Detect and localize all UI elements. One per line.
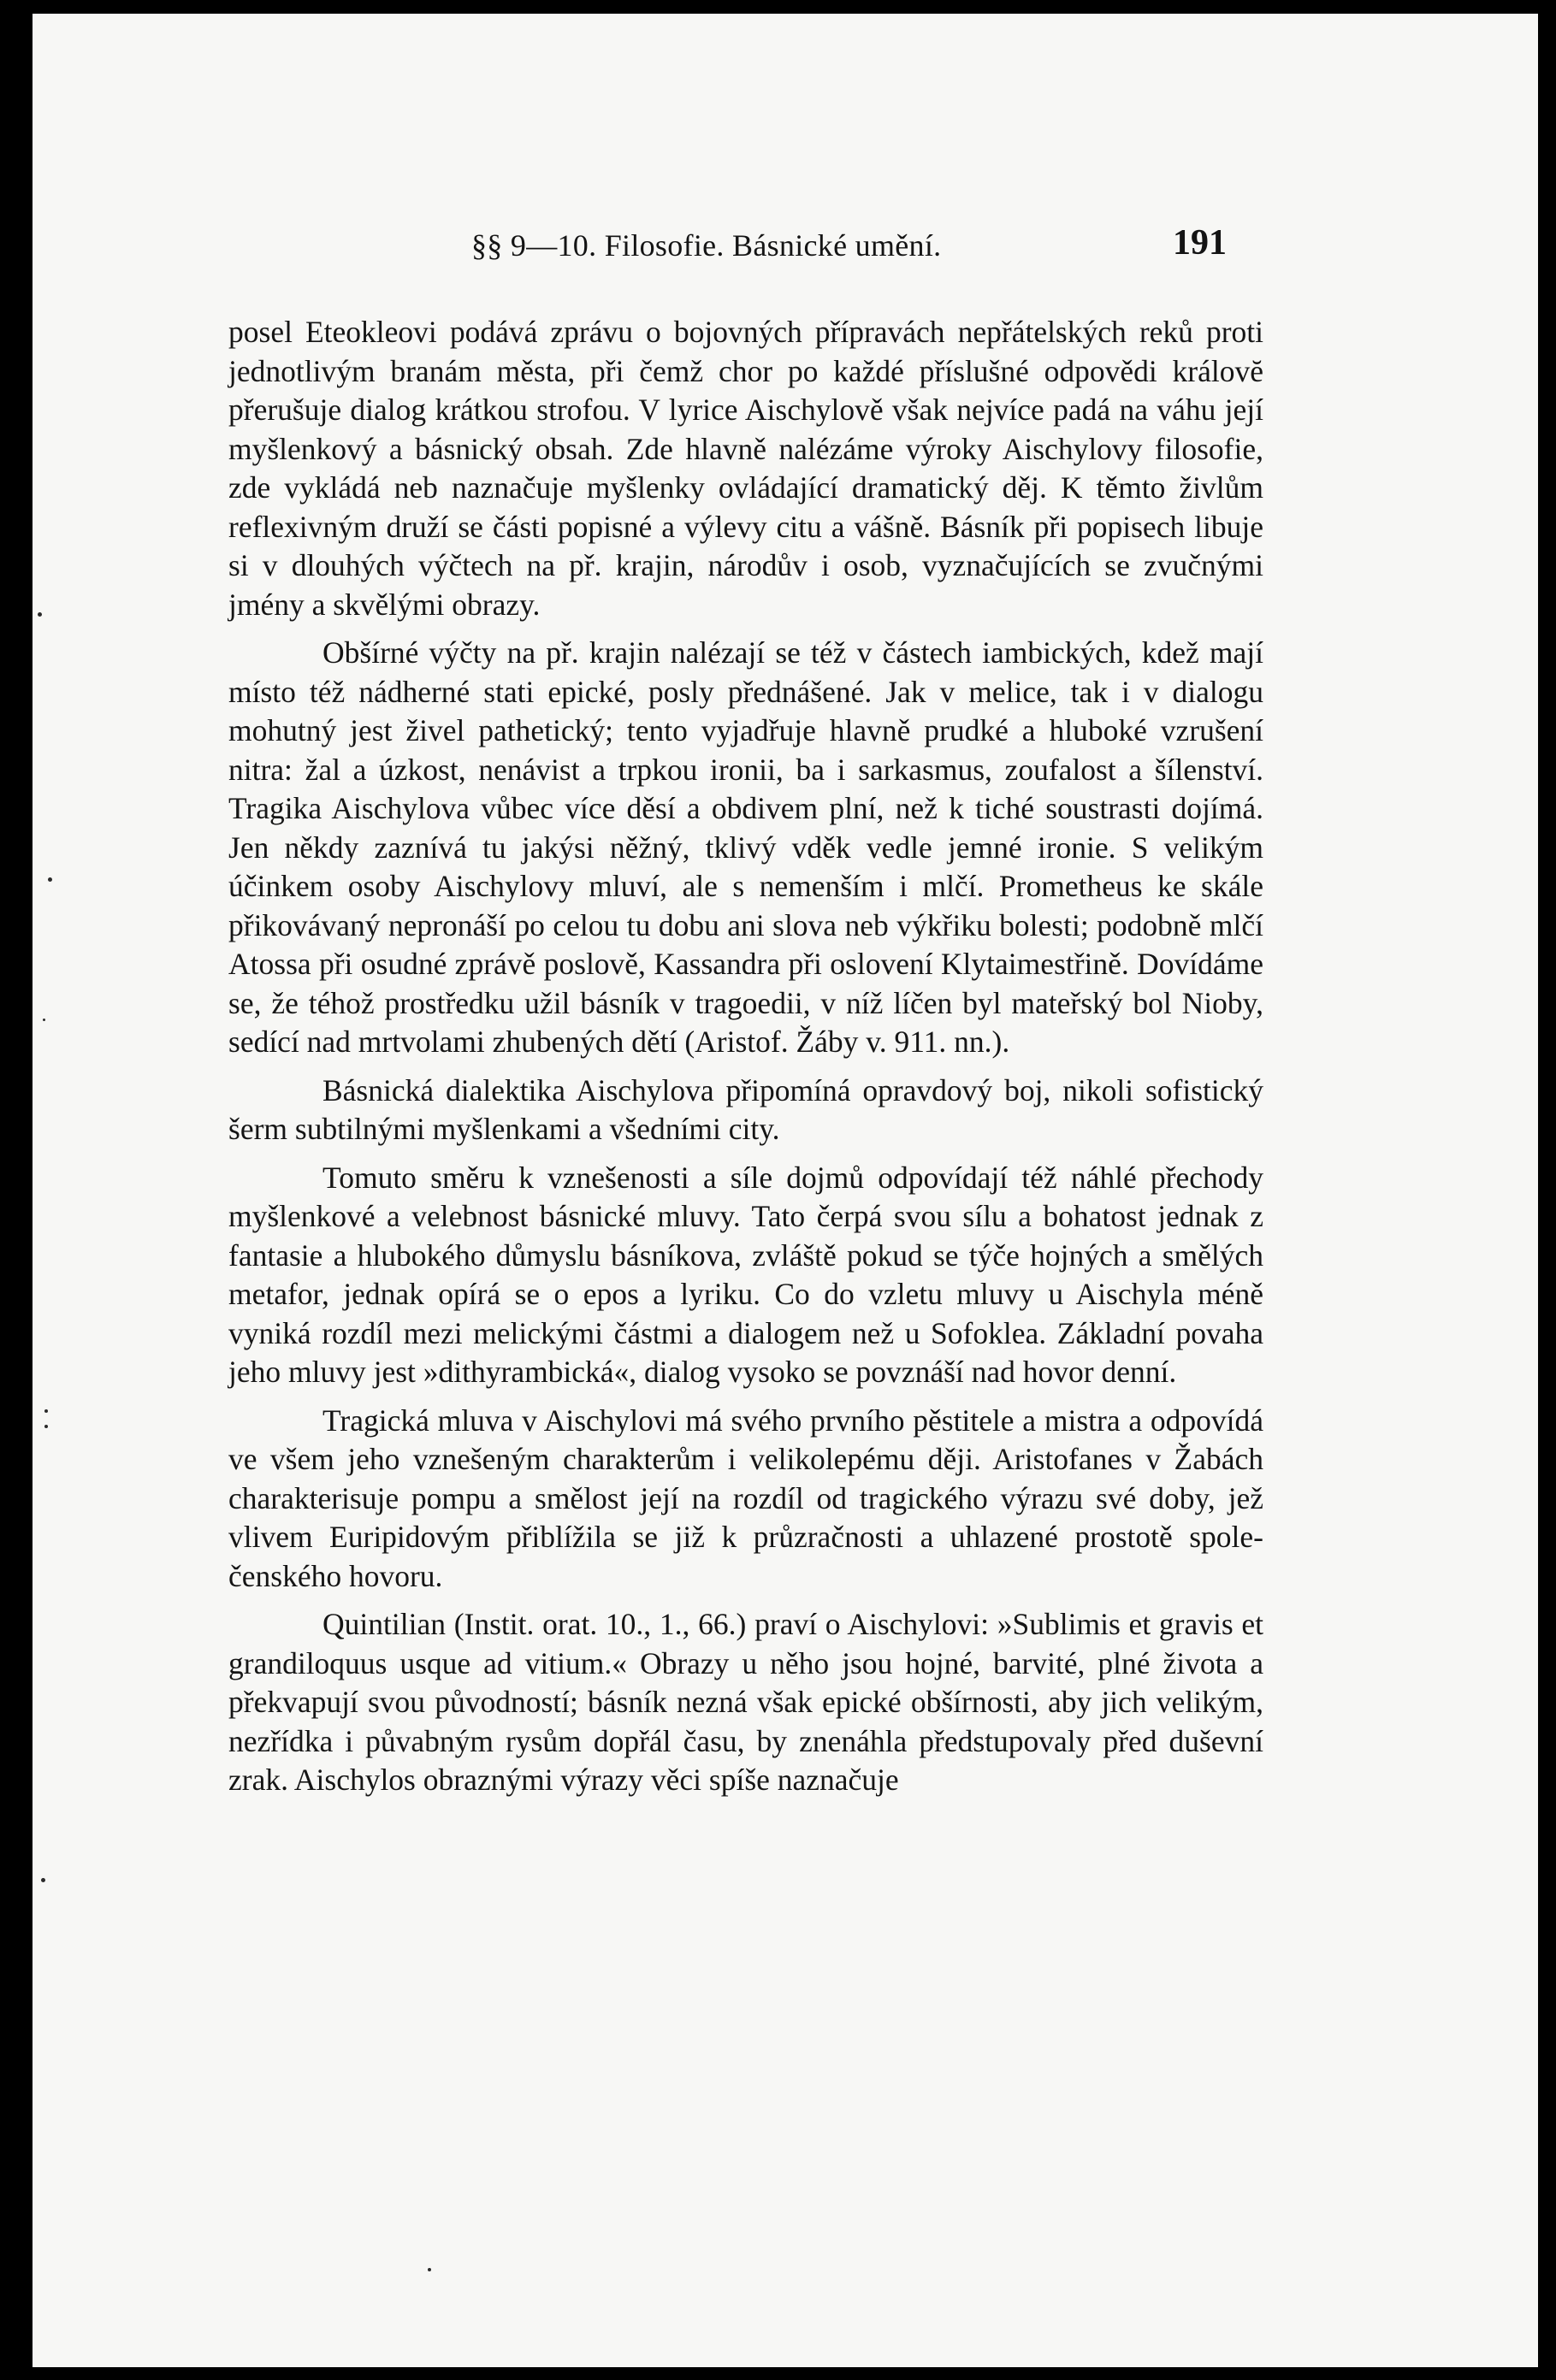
paragraph-1: posel Eteokleovi podává zprávu o bojovných přípravách nepřátelských reků proti jednotlivým branám města, při čemž chor po každé příslušné odpovědi královĕ přerušuje dialog krátkou strofou. V lyrice Aischylově však nejvíce padá na váhu její myšlenkový a básnický obsah. Zde hlavně nalézáme výroky Aischylovy filosofie, zde vykládá neb naznačuje myšlenky ovládající dramatický děj. K těmto živlům reflexivným druží se části popisné a výlevy citu a vášně. Básník při popisech libuje si v dlouhých výčtech na př. krajin, národův i osob, vyznačujících se zvučnými jmény a skvělými obrazy.	[228, 315, 1263, 622]
scan-speck	[44, 1425, 48, 1428]
paragraph-2: Obšírné výčty na př. krajin nalézají se též v částech iambických, kdež mají místo též nádherné stati epické, posly přednášené. Jak v melice, tak i v dialogu mohutný jest živel pathetický; tento vyjadřuje hlavně prudké a hluboké vzrušení nitra: žal a úzkost, nenávist a trpkou ironii, ba i sarkasmus, zoufalost a šílenství. Tragika Aischylova vůbec více děsí a obdivem plní, než k tiché soustrasti dojímá. Jen někdy zaznívá tu jakýsi něžný, tklivý vděk vedle jemné ironie. S velikým účinkem osoby Aischylovy mluví, ale s nemenším i mlčí. Prometheus ke skále přikovávaný nepronáší po celou tu dobu ani slova neb výkřiku bolesti; podobně mlčí Atossa při osudné zprávě poslově, Kassandra při oslovení Klytaimestřině. Dovídáme se, že téhož prostředku užil básník v tragoedii, v níž líčen byl mateřský bol Nioby, sedící nad mrtvolami zhubených dětí (Aristof. Žáby v. 911. nn.).	[228, 635, 1263, 1059]
running-head: §§ 9—10. Filosofie. Básnické umění.	[471, 228, 942, 263]
paragraph-4: Tomuto směru k vznešenosti a síle dojmů odpovídají též náhlé přechody myšlenkové a velebnost básnické mluvy. Tato čerpá svou sílu a bohatost jednak z fantasie a hlubokého důmyslu básníkova, zvláště pokud se týče hojných a smělých metafor, jednak opírá se o epos a lyriku. Co do vzletu mluvy u Aischyla méně vyniká rozdíl mezi melickými částmi a dialogem než u Sofoklea. Základní povaha jeho mluvy jest »dithyrambická«, dialog vysoko se povznáší nad hovor denní.	[228, 1160, 1263, 1389]
page-number: 191	[1173, 223, 1227, 263]
paragraph-6: Quintilian (Instit. orat. 10., 1., 66.) praví o Aischylovi: »Sublimis et gravis et grandiloquus usque ad vitium.« Obrazy u něho jsou hojné, barvité, plné života a překvapují svou původností; básník nezná však epické obšírnosti, aby jich velikým, nezřídka i půvabným rysům dopřál času, by znenáhla předstupovaly před duševní zrak. Aischylos obraznými výrazy věci spíše naznačuje	[228, 1607, 1263, 1797]
paragraph-3: Básnická dialektika Aischylova připomíná opravdový boj, nikoli sofistický šerm subtilnými myšlenkami a všedními city.	[228, 1072, 1263, 1146]
scan-speck	[38, 612, 42, 617]
scan-speck	[428, 2268, 431, 2271]
page-header	[33, 223, 1538, 270]
scan-speck	[41, 1878, 45, 1882]
paragraph-5: Tragická mluva v Aischylovi má svého prvního pěstitele a mistra a odpovídá ve všem jeho vznešeným charakterům i velikolepému ději. Aristofanes v Žabách charakterisuje pompu a smělost její na rozdíl od tragického výrazu své doby, jež vlivem Euripidovým přiblížila se již k průzračnosti a uhlazené prostotě společenského hovoru.	[228, 1403, 1263, 1593]
book-page	[33, 14, 1538, 2367]
scan-speck	[44, 1409, 48, 1413]
body-text	[228, 313, 1263, 1810]
scan-speck	[43, 1019, 45, 1021]
scan-speck	[48, 877, 52, 882]
